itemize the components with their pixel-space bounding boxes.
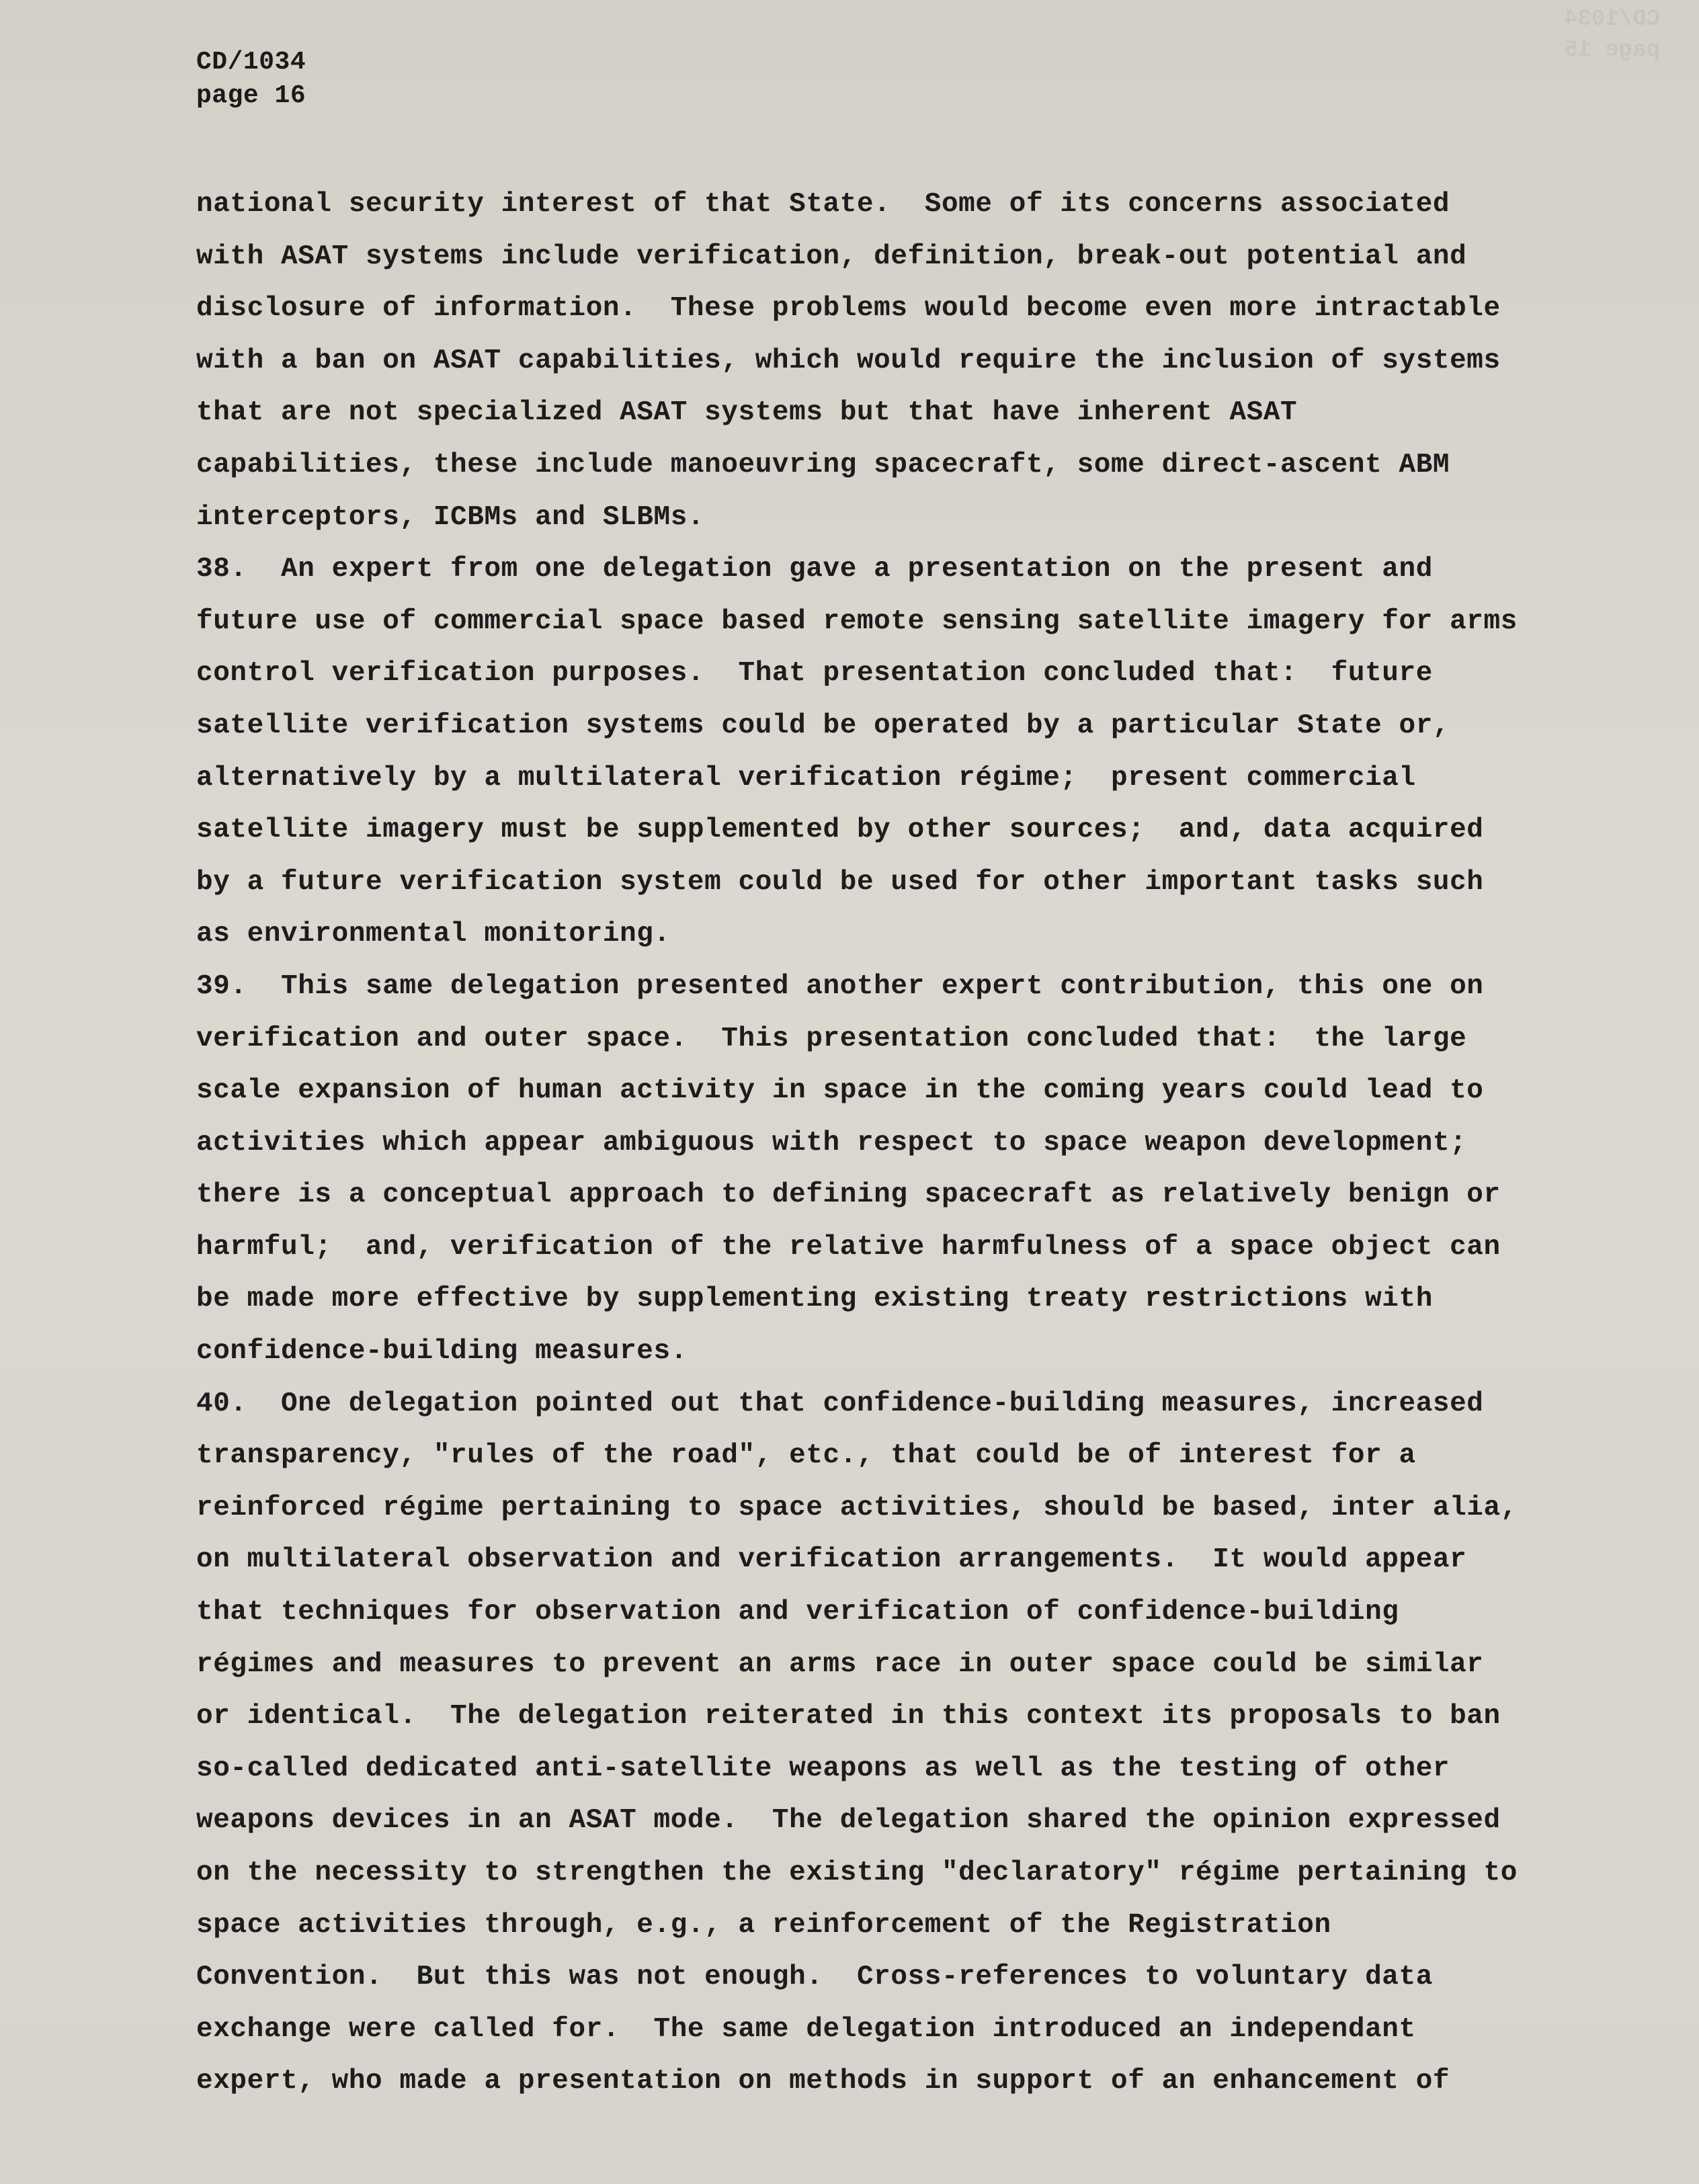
text-line: future use of commercial space based remote sensing satellite imagery for arms (196, 605, 1518, 637)
text-line: satellite verification systems could be operated by a particular State or, (196, 710, 1450, 741)
text-line: with a ban on ASAT capabilities, which would require the inclusion of systems (196, 345, 1501, 376)
text-line: reinforced régime pertaining to space activities, should be based, inter alia, (196, 1492, 1518, 1523)
text-line: weapons devices in an ASAT mode. The delegation shared the opinion expressed (196, 1805, 1501, 1837)
paragraph-40-start: 40. One delegation pointed out that confidence-building measures, increased (196, 1388, 1484, 1419)
text-line: space activities through, e.g., a reinforcement of the Registration (196, 1909, 1331, 1941)
bleed-through-page-label: page 15 (1564, 38, 1660, 63)
text-line: activities which appear ambiguous with respect to space weapon development; (196, 1127, 1467, 1159)
text-line: there is a conceptual approach to defining spacecraft as relatively benign or (196, 1179, 1501, 1211)
text-line: régimes and measures to prevent an arms race in outer space could be similar (196, 1648, 1484, 1680)
text-line: expert, who made a presentation on methods in support of an enhancement of (196, 2066, 1450, 2097)
text-line: alternatively by a multilateral verification régime; present commercial (196, 762, 1416, 794)
page-number: page 16 (196, 81, 306, 110)
text-line: or identical. The delegation reiterated in this context its proposals to ban (196, 1701, 1501, 1732)
body-text (196, 179, 1601, 2108)
text-line: transparency, "rules of the road", etc., that could be of interest for a (196, 1440, 1416, 1472)
text-line: that techniques for observation and verification of confidence-building (196, 1597, 1399, 1628)
text-line: disclosure of information. These problems would become even more intractable (196, 293, 1501, 325)
document-reference: CD/1034 (196, 48, 306, 77)
page-header (196, 46, 306, 113)
text-line: national security interest of that State. Some of its concerns associated (196, 189, 1450, 220)
text-line: scale expansion of human activity in space in the coming years could lead to (196, 1075, 1484, 1107)
text-line: capabilities, these include manoeuvring spacecraft, some direct-ascent ABM (196, 449, 1450, 480)
bleed-through-header (1539, 4, 1660, 66)
text-line: with ASAT systems include verification, definition, break-out potential and (196, 241, 1467, 272)
text-line: that are not specialized ASAT systems but that have inherent ASAT (196, 397, 1298, 429)
text-line: harmful; and, verification of the relative harmfulness of a space object can (196, 1231, 1501, 1263)
text-line: be made more effective by supplementing existing treaty restrictions with (196, 1284, 1433, 1315)
text-line: as environmental monitoring. (196, 919, 671, 950)
text-line: confidence-building measures. (196, 1336, 688, 1368)
paragraph-38-start: 38. An expert from one delegation gave a presentation on the present and (196, 554, 1433, 585)
text-line: satellite imagery must be supplemented by other sources; and, data acquired (196, 814, 1484, 846)
text-line: by a future verification system could be used for other important tasks such (196, 866, 1484, 898)
text-line: exchange were called for. The same delegation introduced an independant (196, 2013, 1416, 2045)
text-line: on multilateral observation and verification arrangements. It would appear (196, 1544, 1467, 1576)
text-line: on the necessity to strengthen the existing "declaratory" régime pertaining to (196, 1857, 1518, 1888)
paragraph-39-start: 39. This same delegation presented another expert contribution, this one on (196, 970, 1484, 1002)
text-line: Convention. But this was not enough. Cross-references to voluntary data (196, 1962, 1433, 1993)
text-line: so-called dedicated anti-satellite weapons as well as the testing of other (196, 1753, 1450, 1784)
text-line: control verification purposes. That presentation concluded that: future (196, 658, 1433, 689)
text-line: verification and outer space. This presentation concluded that: the large (196, 1023, 1467, 1054)
bleed-through-doc-ref: CD/1034 (1564, 7, 1660, 32)
text-line: interceptors, ICBMs and SLBMs. (196, 501, 705, 533)
